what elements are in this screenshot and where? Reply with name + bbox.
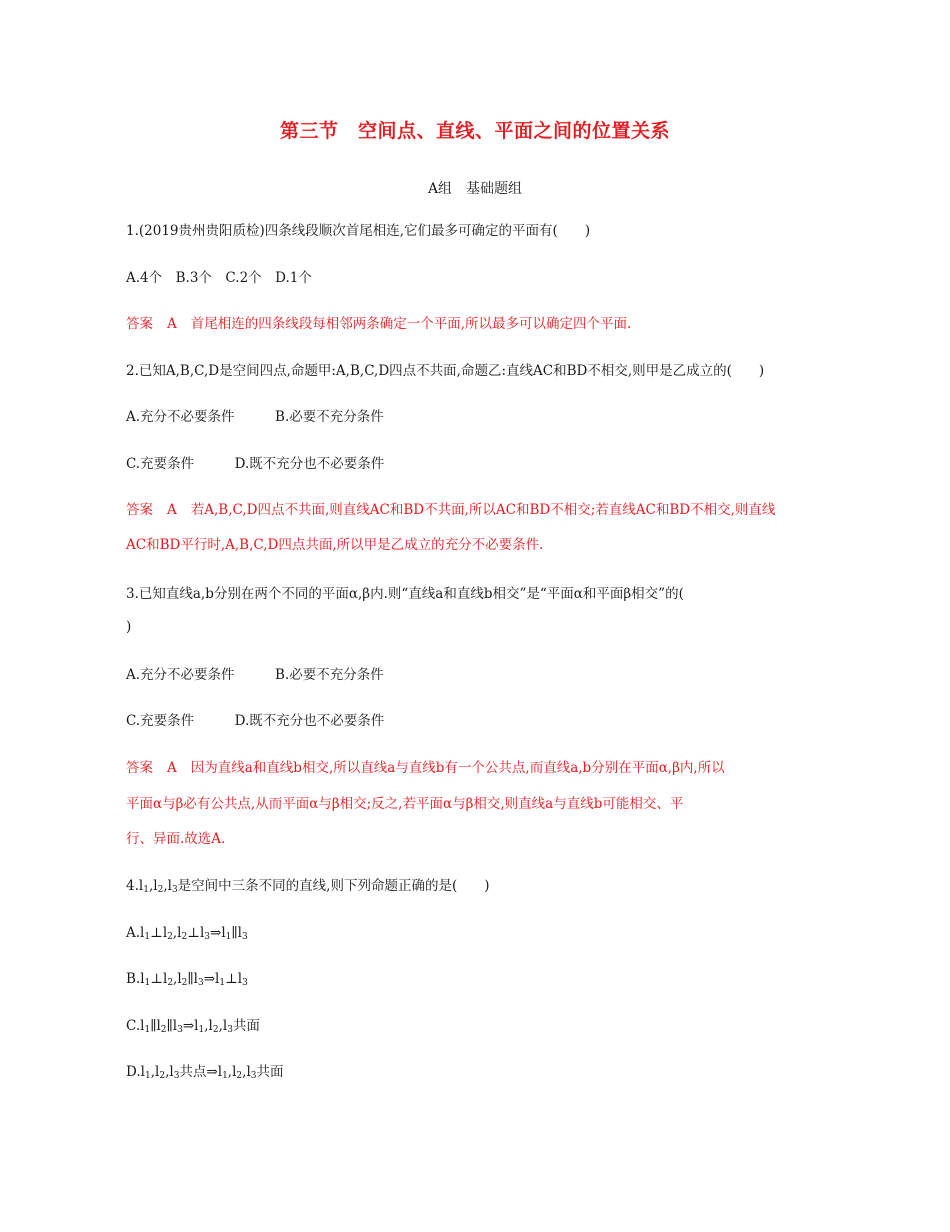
answer-text: 首尾相连的四条线段每相邻两条确定一个平面,所以最多可以确定四个平面.	[190, 316, 632, 332]
question-1-options: A.4个 B.3个 C.2个 D.1个	[126, 270, 312, 286]
question-4-option-c: $C.l_1\parallel l_2\parallel l_3\Rightarrow l_1,l_2,l_3$共面	[126, 1018, 260, 1035]
question-2-options-cd: C.充要条件 D.既不充分也不必要条件	[126, 456, 385, 472]
question-1-answer	[126, 314, 826, 334]
question-3-stem: 3.已知直线a,b分别在两个不同的平面α,β内.则“直线a和直线b相交”是“平面α和平面β相交”的(	[126, 586, 684, 602]
question-3-answer	[126, 758, 826, 778]
question-3-options-ab: A.充分不必要条件 B.必要不充分条件	[126, 667, 384, 683]
answer-letter: A	[167, 760, 177, 776]
question-4-stem: $4.l_1,l_2,l_3$是空间中三条不同的直线,则下列命题正确的是( )	[126, 878, 490, 895]
answer-label: 答案	[126, 760, 153, 776]
answer-label: 答案	[126, 502, 153, 518]
question-1-stem: 1.(2019贵州贵阳质检)四条线段顺次首尾相连,它们最多可确定的平面有( )	[126, 223, 591, 239]
question-3-answer-cont-1: 平面α与β必有公共点,从而平面α与β相交;反之,若平面α与β相交,则直线a与直线b可能相交、平	[126, 796, 684, 812]
question-3-options-cd: C.充要条件 D.既不充分也不必要条件	[126, 713, 385, 729]
group-heading: A组 基础题组	[427, 181, 523, 197]
question-2-answer	[126, 500, 826, 520]
question-4-option-a: $A.l_1\perp l_2,l_2\perp l_3\Rightarrow l_1\parallel l_3$	[126, 925, 248, 942]
answer-label: 答案	[126, 316, 153, 332]
answer-letter: A	[167, 316, 177, 332]
question-4-option-d: $D.l_1,l_2,l_3$共点$\Rightarrow l_1,l_2,l_3$共面	[126, 1064, 284, 1081]
question-3-stem-cont: )	[126, 619, 132, 635]
question-2-options-ab: A.充分不必要条件 B.必要不充分条件	[126, 409, 384, 425]
page-title: 第三节 空间点、直线、平面之间的位置关系	[279, 120, 670, 142]
question-2-answer-cont: AC和BD平行时,A,B,C,D四点共面,所以甲是乙成立的充分不必要条件.	[126, 537, 544, 553]
answer-text: 因为直线a和直线b相交,所以直线a与直线b有一个公共点,而直线a,b分别在平面α,β内,所以	[190, 760, 725, 776]
question-2-stem: 2.已知A,B,C,D是空间四点,命题甲:A,B,C,D四点不共面,命题乙:直线AC和BD不相交,则甲是乙成立的( )	[126, 363, 765, 379]
answer-letter: A	[167, 502, 177, 518]
question-4-option-b: $B.l_1\perp l_2,l_2\parallel l_3\Rightarrow l_1\perp l_3$	[126, 971, 248, 988]
question-3-answer-cont-2: 行、异面.故选A.	[126, 831, 226, 847]
answer-text: 若A,B,C,D四点不共面,则直线AC和BD不共面,所以AC和BD不相交;若直线AC和BD不相交,则直线	[190, 502, 776, 518]
